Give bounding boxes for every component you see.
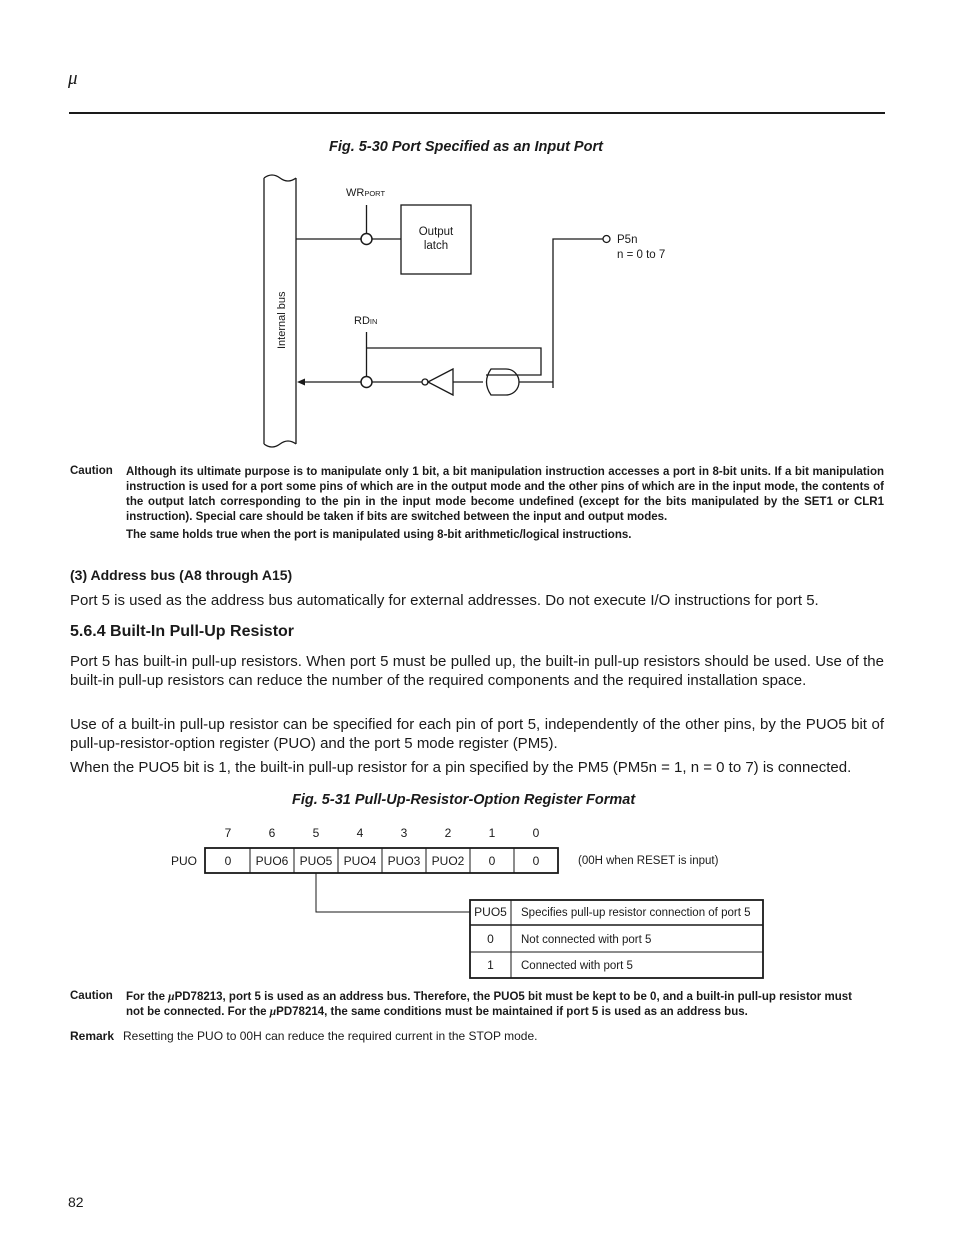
rd-subscript: IN — [369, 317, 378, 326]
register-bit-5: PUO5 — [299, 854, 333, 868]
section-para-1: Port 5 has built-in pull-up resistors. When port 5 must be pulled up, the built-in pull-up resistors should be used. Use of the built-in pull-up resistors can reduce the number of the required components and the required installation space. — [70, 653, 884, 689]
remark-label: Remark — [70, 1029, 115, 1043]
caution-label: Caution — [70, 465, 113, 477]
register-bit-1: 0 — [488, 854, 496, 868]
fig-5-31-title: Fig. 5-31 Pull-Up-Resistor-Option Register Format — [292, 792, 636, 808]
page-number: 82 — [68, 1194, 84, 1210]
wr-subscript: PORT — [364, 189, 386, 198]
caution-body — [126, 465, 884, 543]
table-row-0-description: Not connected with port 5 — [521, 934, 652, 946]
bit-number-4: 4 — [356, 826, 364, 840]
table-row-1-description: Connected with port 5 — [521, 960, 633, 972]
bit-number-5: 5 — [312, 826, 320, 840]
latch-label-line2: latch — [423, 240, 449, 252]
table-header-bit: PUO5 — [474, 905, 507, 919]
bit-number-2: 2 — [444, 826, 452, 840]
port-input-diagram — [0, 0, 954, 460]
register-bit-7: 0 — [224, 854, 232, 868]
remark-text: Resetting the PUO to 00H can reduce the required current in the STOP mode. — [123, 1029, 538, 1043]
bit-number-1: 1 — [488, 826, 496, 840]
header-mu-symbol: μ — [68, 68, 78, 89]
reset-note: (00H when RESET is input) — [578, 855, 719, 867]
svg-text:RDIN — [354, 315, 377, 327]
fig-5-30-title: Fig. 5-30 Port Specified as an Input Port — [329, 139, 603, 155]
wr-label: WR — [346, 187, 365, 199]
section-para-3: When the PUO5 bit is 1, the built-in pull-up resistor for a pin specified by the PM5 (PM5n = 1, n = 0 to 7) is connected. — [70, 759, 852, 776]
caution-2-body — [126, 990, 884, 1020]
pin-name-label: P5n — [617, 234, 638, 246]
caution-2-mu-2: μ — [269, 1006, 277, 1018]
caution-2-line1-pre: For the — [126, 991, 169, 1003]
section-heading: 5.6.4 Built-In Pull-Up Resistor — [70, 623, 295, 640]
table-row-0-value: 0 — [487, 932, 494, 946]
table-row-1-value: 1 — [487, 958, 494, 972]
register-bit-0: 0 — [532, 854, 540, 868]
svg-text:WRPORT — [346, 187, 385, 199]
caution-2-line2-pre: not be connected. For the — [126, 1006, 270, 1018]
puo-register-diagram — [0, 815, 954, 990]
caution-2-label: Caution — [70, 990, 113, 1002]
wr-node — [361, 234, 372, 245]
pin-range-label: n = 0 to 7 — [617, 249, 666, 261]
bit-number-7: 7 — [224, 826, 232, 840]
p5n-pin — [603, 236, 610, 243]
rd-label: RD — [354, 315, 370, 327]
rd-node — [361, 377, 372, 388]
address-bus-text: Port 5 is used as the address bus automatically for external addresses. Do not execute I/O instructions for port 5. — [70, 592, 819, 609]
address-bus-heading: (3) Address bus (A8 through A15) — [70, 567, 293, 583]
caution-text-2: The same holds true when the port is manipulated using 8-bit arithmetic/logical instructions. — [126, 529, 632, 541]
register-bit-2: PUO2 — [431, 854, 465, 868]
latch-label-line1: Output — [418, 226, 454, 238]
register-bit-3: PUO3 — [387, 854, 421, 868]
table-header-description: Specifies pull-up resistor connection of port 5 — [521, 907, 751, 919]
register-bit-4: PUO4 — [343, 854, 377, 868]
caution-2-line2-post: PD78214, the same conditions must be maintained if port 5 is used as an address bus. — [276, 1006, 748, 1018]
internal-bus-label: Internal bus — [276, 291, 288, 349]
bit-number-0: 0 — [532, 826, 540, 840]
bit-number-3: 3 — [400, 826, 408, 840]
bit-number-6: 6 — [268, 826, 276, 840]
and-gate — [487, 369, 520, 395]
section-para-2: Use of a built-in pull-up resistor can be specified for each pin of port 5, independently of the other pins, by the PUO5 bit of pull-up-resistor-option register (PUO) and the port 5 mode register (PM5). — [70, 716, 884, 752]
caution-2-mu-1: μ — [168, 991, 175, 1003]
register-bit-6: PUO6 — [255, 854, 289, 868]
caution-2-line1-post: PD78213, port 5 is used as an address bus. Therefore, the PUO5 bit must be kept to be 0, and a built-in pull-up resistor must — [174, 991, 852, 1003]
bus-arrow — [297, 379, 305, 386]
caution-text-1: Although its ultimate purpose is to manipulate only 1 bit, a bit manipulation instruction accesses a port in 8-bit units. If a bit manipulation instruction is used for a port some pins of which are in the output mode and the other pins of which are in the input mode, the contents of the output latch corresponding to the pin in the input mode become undefined (except for the bits manipulated by the SET1 or CLR1 instruction). Special care should be taken if bits are switched between the input and output modes. — [126, 466, 884, 523]
register-name: PUO — [171, 854, 198, 868]
buffer-triangle — [428, 369, 453, 395]
